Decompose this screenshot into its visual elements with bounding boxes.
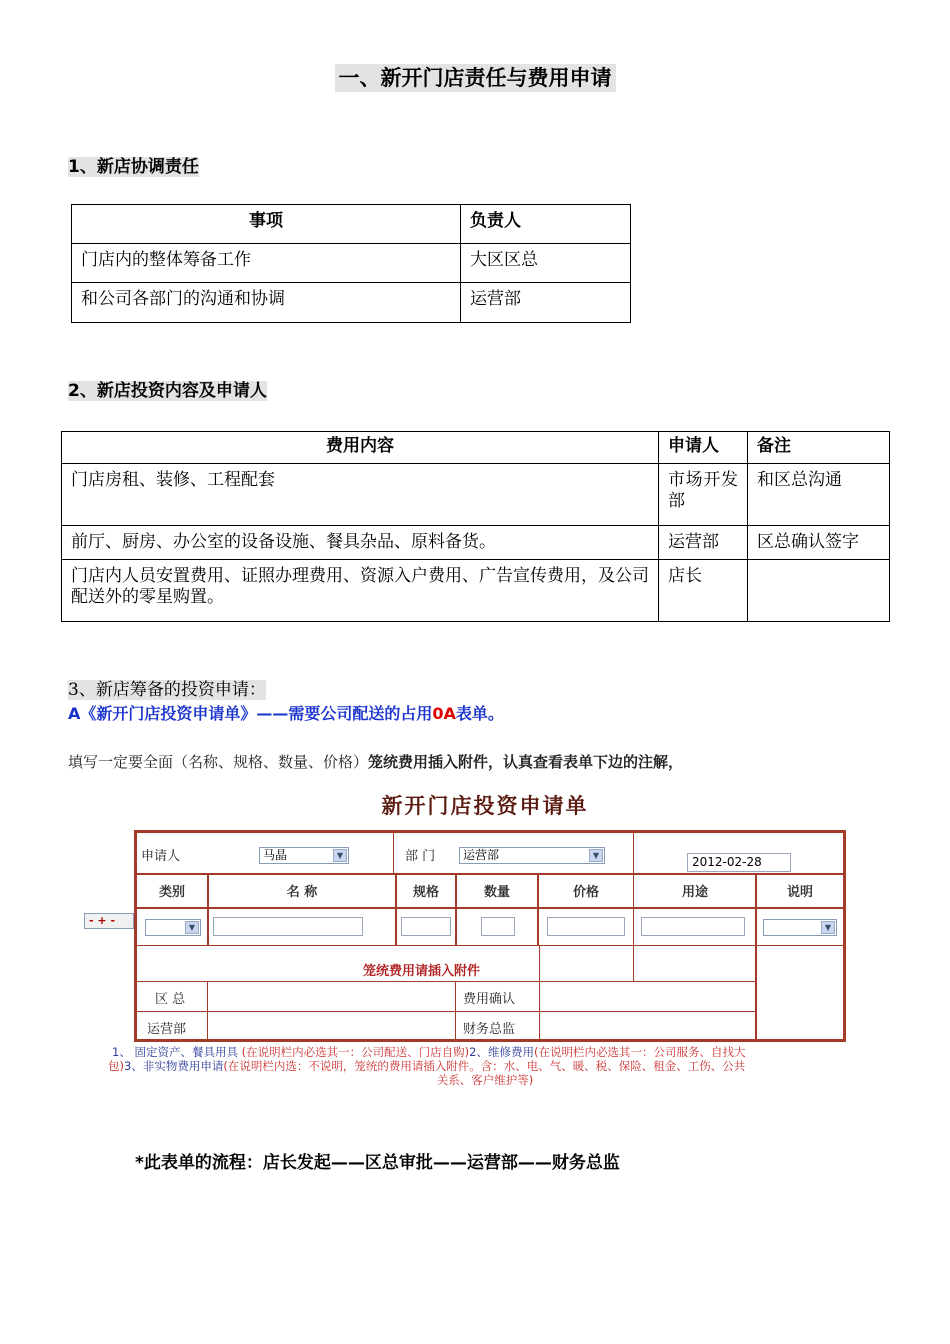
cell: 前厅、厨房、办公室的设备设施、餐具杂品、原料备货。: [62, 526, 659, 560]
form-title: 新开门店投资申请单: [381, 793, 589, 818]
applicant-select[interactable]: 马晶 ▼: [259, 847, 349, 864]
divider: [137, 907, 843, 909]
form-footnote-line-3: 关系、客户维护等): [436, 1073, 534, 1087]
col-quantity: 数量: [483, 885, 510, 900]
divider: [137, 1011, 757, 1012]
cell: 门店房租、装修、工程配套: [62, 464, 659, 526]
name-input[interactable]: [213, 917, 363, 936]
finance-label: 财务总监: [463, 1022, 516, 1037]
cell: 和区总沟通: [748, 464, 890, 526]
col-name: 名 称: [286, 885, 318, 900]
investment-application-form: [134, 830, 846, 1042]
table-row: [62, 560, 890, 622]
cell: 大区区总: [461, 244, 631, 283]
table-header-row: [72, 205, 631, 244]
table-row: [62, 464, 890, 526]
regional-label: 区 总: [155, 992, 186, 1007]
cell: 市场开发部: [659, 464, 748, 526]
table-header-row: [62, 432, 890, 464]
form-footnote-line-2: 包)3、非实物费用申请(在说明栏内选：不说明，笼统的费用请插入附件。含：水、电、气、暖、税、保险、租金、工伤、公共: [108, 1059, 746, 1073]
cell: 门店内的整体筹备工作: [72, 244, 461, 283]
col-spec: 规格: [412, 885, 439, 900]
chevron-down-icon: ▼: [185, 921, 199, 934]
table-row: [72, 244, 631, 283]
attach-hint[interactable]: 笼统费用请插入附件: [363, 964, 481, 979]
chevron-down-icon: ▼: [821, 921, 835, 934]
col-price: 价格: [572, 885, 599, 900]
date-input[interactable]: 2012-02-28: [687, 853, 791, 872]
form-footnote-line-1: 1、 固定资产、餐具用具 (在说明栏内必选其一：公司配送、门店自购)2、维修费用(在说明栏内必选其一：公司服务、自找大: [112, 1045, 746, 1059]
spec-input[interactable]: [401, 917, 451, 936]
divider: [137, 981, 757, 982]
cell: 运营部: [461, 283, 631, 323]
dept-label: 部 门: [405, 849, 436, 864]
chevron-down-icon: ▼: [333, 849, 347, 862]
divider: [455, 981, 456, 1041]
add-remove-row-control[interactable]: - + -: [84, 913, 134, 929]
divider: [207, 981, 208, 1041]
section-1-heading: 1、新店协调责任: [68, 157, 199, 177]
col-category: 类别: [158, 885, 185, 900]
divider: [393, 833, 394, 873]
investment-table: [61, 431, 890, 622]
divider: [137, 873, 843, 875]
table-row: [72, 283, 631, 323]
section-2-heading: 2、新店投资内容及申请人: [68, 381, 267, 401]
price-input[interactable]: [547, 917, 625, 936]
ops-label: 运营部: [147, 1022, 187, 1037]
col-usage: 用途: [681, 885, 708, 900]
oa-form-line: A《新开门店投资申请单》——需要公司配送的占用0A表单。: [68, 704, 504, 723]
divider: [137, 945, 843, 946]
dept-select[interactable]: 运营部 ▼: [459, 847, 605, 864]
header-owner: 负责人: [461, 205, 631, 244]
responsibility-table: [71, 204, 631, 323]
quantity-input[interactable]: [481, 917, 515, 936]
fill-instruction: 填写一定要全面（名称、规格、数量、价格）笼统费用插入附件，认真查看表单下边的注解，: [68, 753, 684, 771]
table-row: [62, 526, 890, 560]
header-content: 费用内容: [62, 432, 659, 464]
col-remark: 说明: [786, 885, 813, 900]
process-flow: *此表单的流程：店长发起——区总审批——运营部——财务总监: [135, 1153, 620, 1173]
divider: [633, 833, 634, 981]
divider: [539, 945, 540, 1041]
cell: 运营部: [659, 526, 748, 560]
usage-input[interactable]: [641, 917, 745, 936]
cell: 门店内人员安置费用、证照办理费用、资源入户费用、广告宣传费用，及公司配送外的零星购置。: [62, 560, 659, 622]
header-remark: 备注: [748, 432, 890, 464]
cost-confirm-label: 费用确认: [463, 992, 516, 1007]
applicant-label: 申请人: [141, 849, 181, 864]
header-applicant: 申请人: [659, 432, 748, 464]
section-3-heading: 3、新店筹备的投资申请：: [68, 680, 266, 700]
page-title: 一、新开门店责任与费用申请: [0, 62, 950, 92]
header-item: 事项: [72, 205, 461, 244]
chevron-down-icon: ▼: [589, 849, 603, 862]
remark-select[interactable]: [763, 919, 837, 936]
cell: 店长: [659, 560, 748, 622]
cell: [748, 560, 890, 622]
cell: 区总确认签字: [748, 526, 890, 560]
cell: 和公司各部门的沟通和协调: [72, 283, 461, 323]
category-select[interactable]: [145, 919, 201, 936]
